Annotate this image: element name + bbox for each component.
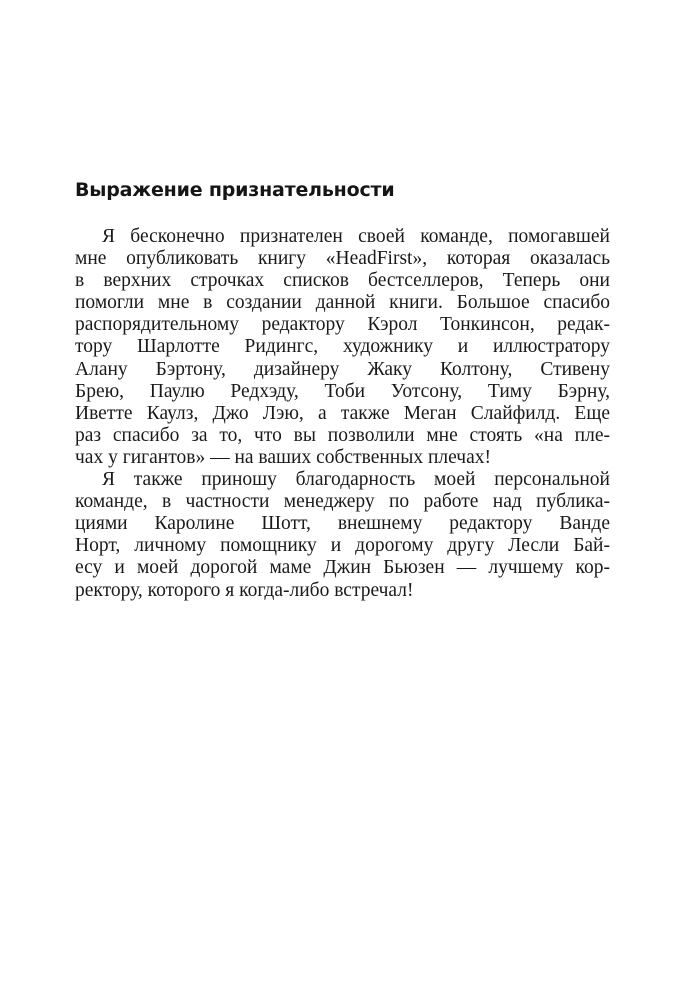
text-line: Брею, Паулю Редхэду, Тоби Уотсону, Тиму Бэрну, (75, 380, 610, 402)
text-line: есу и моей дорогой маме Джин Бьюзен — лучшему кор- (75, 557, 610, 579)
text-line: Я также приношу благодарность моей персональной (102, 469, 610, 491)
text-line: мне опубликовать книгу «HeadFirst», которая оказалась (75, 248, 610, 270)
text-line: тору Шарлотте Ридингс, художнику и иллюстратору (75, 336, 610, 358)
text-line: распорядительному редактору Кэрол Тонкинсон, редак- (75, 314, 610, 336)
text-line: чах у гигантов» — на ваших собственных плечах! (75, 446, 491, 468)
text-line: ректору, которого я когда-либо встречал! (75, 579, 414, 601)
text-line: Норт, личному помощнику и дорогому другу Лесли Бай- (75, 535, 610, 557)
text-line: Я бесконечно признателен своей команде, помогавшей (102, 226, 610, 247)
section-heading: Выражение признательности (75, 179, 395, 201)
text-line: Алану Бэртону, дизайнеру Жаку Колтону, Стивену (75, 358, 610, 380)
paragraph-1 (75, 226, 610, 469)
text-line: Иветте Каулз, Джо Лэю, а также Меган Слайфилд. Еще (75, 402, 610, 424)
text-line: в верхних строчках списков бестселлеров, Теперь они (75, 270, 610, 292)
body-text (75, 226, 610, 602)
text-line: циями Каролине Шотт, внешнему редактору Ванде (75, 513, 610, 535)
text-line: раз спасибо за то, что вы позволили мне стоять «на пле- (75, 424, 610, 446)
paragraph-2 (75, 469, 610, 602)
text-line: помогли мне в создании данной книги. Большое спасибо (75, 292, 610, 314)
text-line: команде, в частности менеджеру по работе над публика- (75, 491, 610, 513)
